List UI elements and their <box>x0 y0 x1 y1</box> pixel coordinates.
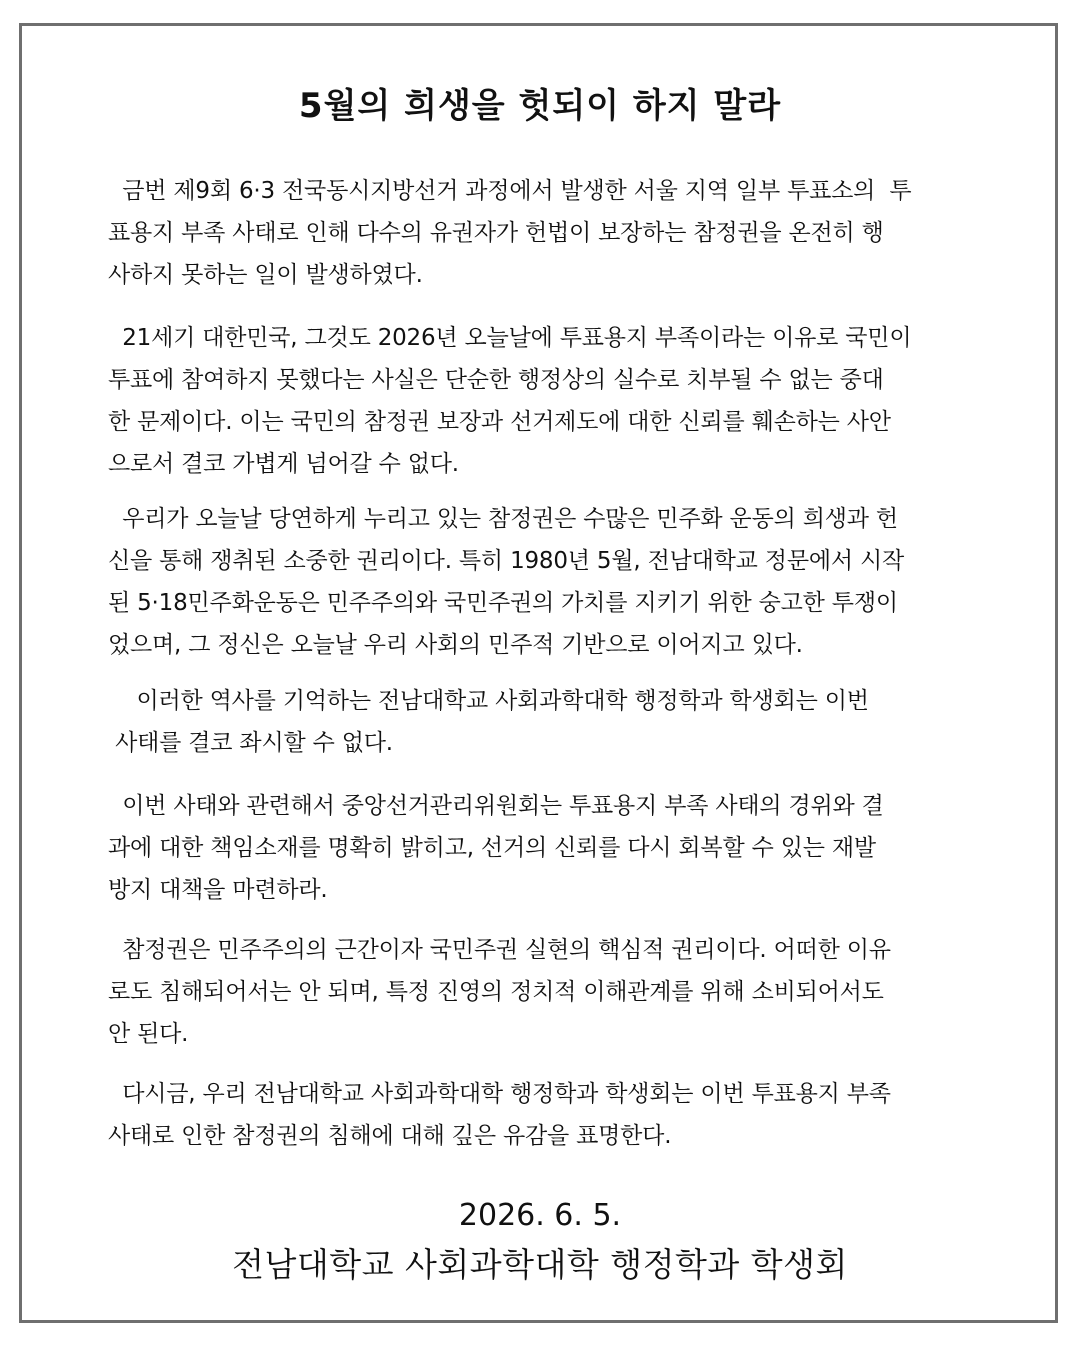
paragraph-line: 방지 대책을 마련하라. <box>108 877 328 903</box>
issuing-organization: 전남대학교 사회과학대학 행정학과 학생회 <box>232 1245 848 1284</box>
paragraph-line: 이러한 역사를 기억하는 전남대학교 사회과학대학 행정학과 학생회는 이번 <box>108 688 869 714</box>
paragraph-line: 안 된다. <box>108 1021 189 1047</box>
statement-date: 2026. 6. 5. <box>458 1198 622 1233</box>
paragraph-line: 한 문제이다. 이는 국민의 참정권 보장과 선거제도에 대한 신뢰를 훼손하는 사안 <box>108 409 891 435</box>
paragraph-line: 사태를 결코 좌시할 수 없다. <box>108 730 393 756</box>
paragraph-5 <box>108 785 974 911</box>
paragraph-3 <box>108 498 974 666</box>
paragraph-line: 다시금, 우리 전남대학교 사회과학대학 행정학과 학생회는 이번 투표용지 부족 <box>108 1081 891 1107</box>
paragraph-4 <box>108 680 974 764</box>
statement-title: 5월의 희생을 헛되이 하지 말라 <box>298 86 782 126</box>
paragraph-6 <box>108 929 974 1055</box>
paragraph-line: 표용지 부족 사태로 인해 다수의 유권자가 헌법이 보장하는 참정권을 온전히 행 <box>108 220 884 246</box>
paragraph-line: 금번 제9회 6·3 전국동시지방선거 과정에서 발생한 서울 지역 일부 투표소의 투 <box>108 178 912 204</box>
paragraph-line: 이번 사태와 관련해서 중앙선거관리위원회는 투표용지 부족 사태의 경위와 결 <box>108 793 884 819</box>
paragraph-7 <box>108 1073 974 1157</box>
paragraph-line: 우리가 오늘날 당연하게 누리고 있는 참정권은 수많은 민주화 운동의 희생과 헌 <box>108 506 898 532</box>
paragraph-line: 된 5·18민주화운동은 민주주의와 국민주권의 가치를 지키기 위한 숭고한 투쟁이 <box>108 590 898 616</box>
paragraph-line: 로도 침해되어서는 안 되며, 특정 진영의 정치적 이해관계를 위해 소비되어서도 <box>108 979 884 1005</box>
paragraph-2 <box>108 317 974 485</box>
paragraph-line: 신을 통해 쟁취된 소중한 권리이다. 특히 1980년 5월, 전남대학교 정문에서 시작 <box>108 548 905 574</box>
paragraph-line: 사하지 못하는 일이 발생하였다. <box>108 262 423 288</box>
paragraph-1 <box>108 170 974 296</box>
paragraph-line: 사태로 인한 참정권의 침해에 대해 깊은 유감을 표명한다. <box>108 1123 672 1149</box>
paragraph-line: 투표에 참여하지 못했다는 사실은 단순한 행정상의 실수로 치부될 수 없는 중대 <box>108 367 884 393</box>
paragraph-line: 참정권은 민주주의의 근간이자 국민주권 실현의 핵심적 권리이다. 어떠한 이유 <box>108 937 891 963</box>
paragraph-line: 21세기 대한민국, 그것도 2026년 오늘날에 투표용지 부족이라는 이유로 국민이 <box>108 325 912 351</box>
paragraph-line: 과에 대한 책임소재를 명확히 밝히고, 선거의 신뢰를 다시 회복할 수 있는 재발 <box>108 835 876 861</box>
paragraph-line: 었으며, 그 정신은 오늘날 우리 사회의 민주적 기반으로 이어지고 있다. <box>108 632 803 658</box>
paragraph-line: 으로서 결코 가볍게 넘어갈 수 없다. <box>108 451 459 477</box>
